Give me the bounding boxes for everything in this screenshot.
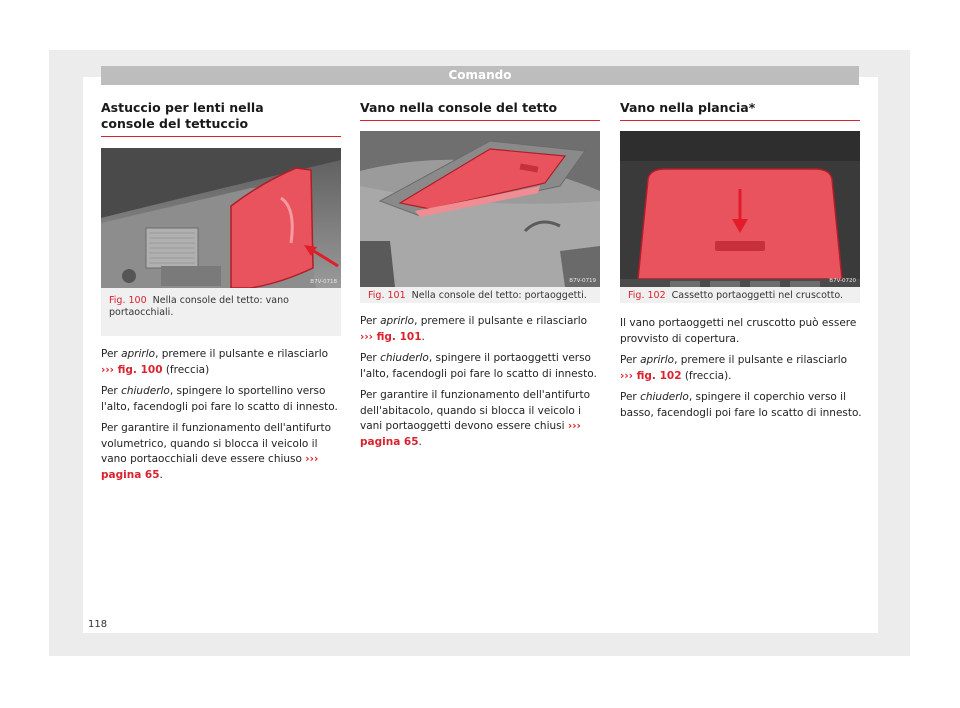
body-text <box>101 347 343 489</box>
column-1 <box>101 100 341 137</box>
figure-code: B7V-0719 <box>569 278 596 284</box>
figure-link[interactable]: ››› fig. 100 <box>101 363 163 376</box>
figure-caption <box>368 290 594 302</box>
paragraph: Per chiuderlo, spingere lo sportellino verso l'alto, facendogli poi fare lo scatto di innesto. <box>101 385 338 413</box>
page-link[interactable]: ››› pagina 65 <box>360 420 581 448</box>
figure-code: B7V-0718 <box>310 279 337 285</box>
column-2 <box>360 100 600 121</box>
figure-label: Fig. 102 <box>628 290 666 301</box>
figure-image <box>101 148 341 288</box>
figure-100 <box>101 148 341 336</box>
figure-label: Fig. 100 <box>109 295 147 306</box>
figure-image <box>360 131 600 287</box>
paragraph: Per aprirlo, premere il pulsante e rilasciarlo ››› fig. 101. <box>360 315 588 343</box>
paragraph: Per aprirlo, premere il pulsante e rilasciarlo ››› fig. 100 (freccia) <box>101 348 329 376</box>
section-rule <box>360 120 600 121</box>
figure-label: Fig. 101 <box>368 290 406 301</box>
caption-text: Cassetto portaoggetti nel cruscotto. <box>671 290 844 301</box>
figure-code: B7V-0720 <box>829 278 856 284</box>
paragraph: Per chiuderlo, spingere il portaoggetti verso l'alto, facendogli poi fare lo scatto di innesto. <box>360 352 597 380</box>
section-rule <box>620 120 860 121</box>
caption-text: Nella console del tetto: portaoggetti. <box>411 290 587 301</box>
paragraph: Per aprirlo, premere il pulsante e rilasciarlo ››› fig. 102 (freccia). <box>620 354 848 382</box>
body-text <box>360 314 602 456</box>
page-link[interactable]: ››› pagina 65 <box>101 453 319 481</box>
paragraph: Per garantire il funzionamento dell'antifurto dell'abitacolo, quando si blocca il veicolo i vani portaoggetti devono essere chiusi ››› pagina 65. <box>360 389 591 448</box>
column-3 <box>620 100 860 121</box>
figure-caption <box>109 295 335 319</box>
section-header: Comando <box>101 66 859 85</box>
page-number: 118 <box>88 619 108 630</box>
section-title: Vano nella plancia* <box>620 100 756 115</box>
paragraph: Per chiuderlo, spingere il coperchio verso il basso, facendogli poi fare lo scatto di innesto. <box>620 391 862 419</box>
figure-caption <box>628 290 854 302</box>
figure-link[interactable]: ››› fig. 101 <box>360 330 422 343</box>
body-text <box>620 316 862 427</box>
section-rule <box>101 136 341 137</box>
section-title: Vano nella console del tetto <box>360 100 558 115</box>
figure-102 <box>620 131 860 303</box>
caption-text: Nella console del tetto: vano portaocchiali. <box>109 295 289 318</box>
paragraph: Il vano portaoggetti nel cruscotto può essere provvisto di copertura. <box>620 317 857 345</box>
paragraph: Per garantire il funzionamento dell'antifurto volumetrico, quando si blocca il veicolo il vano portaocchiali deve essere chiuso ››› pagina 65. <box>101 422 332 481</box>
figure-link[interactable]: ››› fig. 102 <box>620 369 682 382</box>
figure-image <box>620 131 860 287</box>
section-title: Astuccio per lenti nella console del tettuccio <box>101 100 264 131</box>
figure-101 <box>360 131 600 303</box>
